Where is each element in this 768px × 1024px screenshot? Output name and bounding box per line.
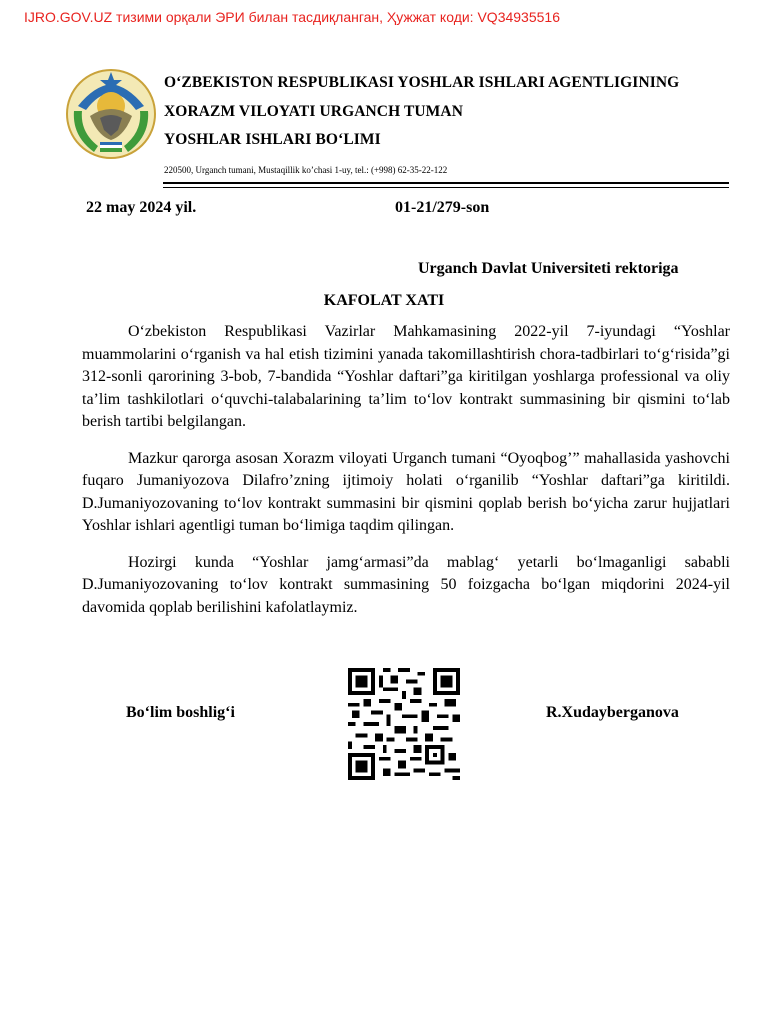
header-line-3: YOSHLAR ISHLARI BO‘LIMI xyxy=(164,131,381,148)
document-body xyxy=(82,321,730,619)
document-title: KAFOLAT XATI xyxy=(323,292,445,309)
header-line-1: O‘ZBEKISTON RESPUBLIKASI YOSHLAR ISHLARI AGENTLIGINING xyxy=(164,74,680,91)
paragraph-1 xyxy=(82,321,730,434)
header-divider xyxy=(163,182,729,184)
paragraph-3-text: Hozirgi kunda “Yoshlar jamg‘armasi”da mablag‘ yetarli bo‘lmaganligi sababli D.Jumaniyozovaning to‘lov kontrakt summasining 50 foizgacha bo‘lgan miqdorini 2024-yil davomida qoplab berilishini kafolatlaymiz. xyxy=(82,553,730,616)
header-address: 220500, Urganch tumani, Mustaqillik ko’chasi 1-uy, tel.: (+998) 62-35-22-122 xyxy=(164,165,448,175)
signatory-name: R.Xudayberganova xyxy=(546,704,679,721)
verification-note: IJRO.GOV.UZ тизими орқали ЭРИ билан тасдиқланган, Ҳужжат коди: VQ34935516 xyxy=(24,9,560,25)
qr-code-icon xyxy=(346,668,462,780)
paragraph-2-text: Mazkur qarorga asosan Xorazm viloyati Urganch tumani “Oyoqbog’” mahallasida yashovchi fuqaro Jumaniyozova Dilafro’zning ijtimoiy holati o‘rganilib “Yoshlar daftari”ga kiritildi. D.Jumaniyozovaning to‘lov kontrakt summasini bir qismini qoplab berish bo‘yicha zarur hujjatlari Yoshlar ishlari agentligi tuman bo‘limiga taqdim qilingan. xyxy=(82,449,730,534)
state-emblem-icon xyxy=(64,66,158,160)
paragraph-3 xyxy=(82,552,730,620)
signatory-position: Bo‘lim boshlig‘i xyxy=(126,704,235,721)
recipient: Urganch Davlat Universiteti rektoriga xyxy=(418,260,679,277)
paragraph-1-text: O‘zbekiston Respublikasi Vazirlar Mahkamasining 2022-yil 7-iyundagi “Yoshlar muammolarini o‘rganish va hal etish tizimini yanada takomillashtirish chora-tadbirlari to‘g‘risida”gi 312-sonli qarorining 3-bob, 7-bandida “Yoshlar daftari”ga kiritilgan yoshlarga professional va oliy ta’lim tashkilotlari o‘quvchi-talabalarining ta’lim to‘lov kontrakt summasining bir qismini to‘lab berish tartibi belgilangan. xyxy=(82,323,730,430)
header-line-2: XORAZM VILOYATI URGANCH TUMAN xyxy=(164,103,464,120)
document-number: 01-21/279-son xyxy=(395,199,490,216)
document-date: 22 may 2024 yil. xyxy=(86,199,197,216)
header-divider-thin xyxy=(163,187,729,188)
paragraph-2 xyxy=(82,448,730,538)
